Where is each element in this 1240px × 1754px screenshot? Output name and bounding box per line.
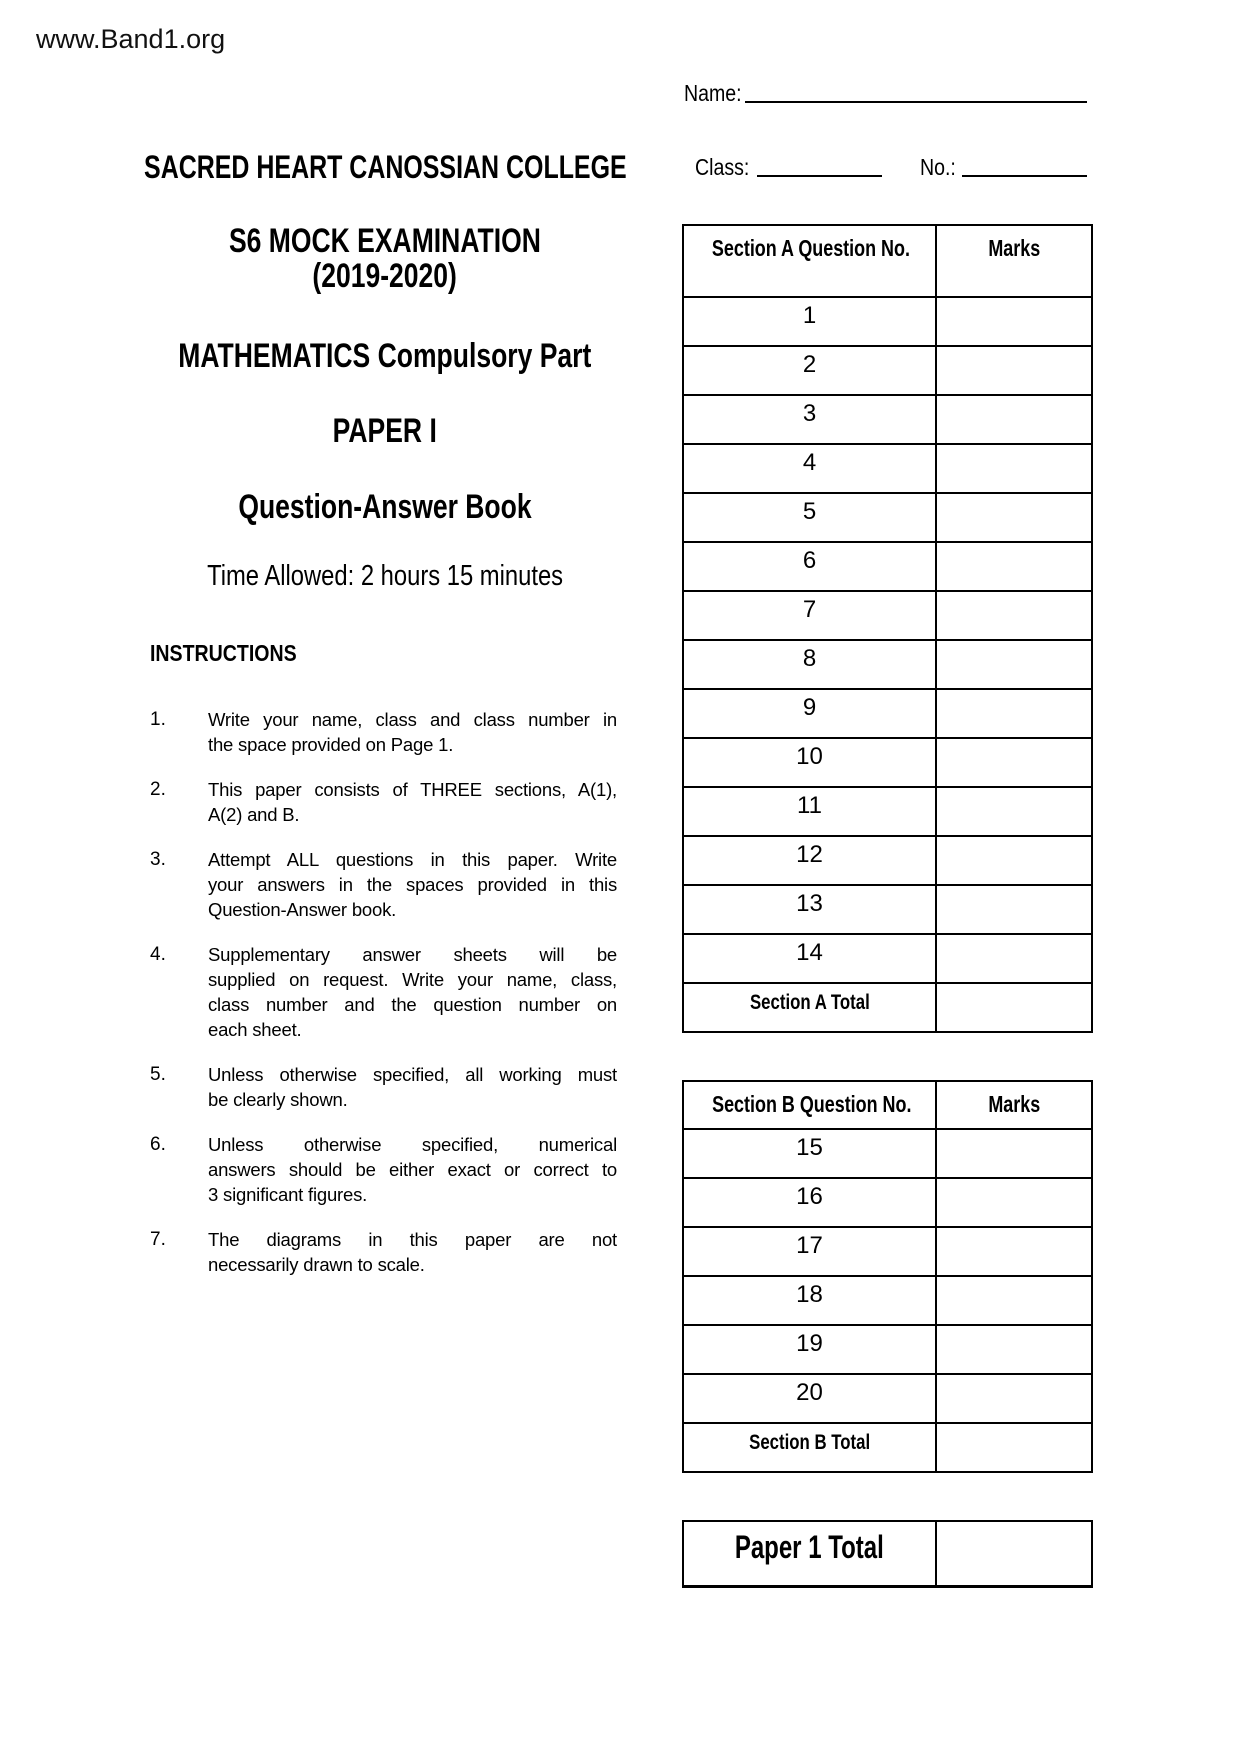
marks-cell [937,1375,1091,1422]
marks-cell [937,1130,1091,1177]
table-header-row [684,226,1091,296]
question-row [684,688,1091,737]
marks-header-cell: Marks [988,235,1040,261]
instruction-line: Write your name, class and class number in [208,709,617,730]
marks-cell [937,641,1091,688]
instruction-line: be clearly shown. [208,1089,348,1110]
question-number-cell: 15 [684,1130,937,1177]
instruction-line: class number and the question number on [208,994,617,1015]
question-row [684,590,1091,639]
marks-cell [937,837,1091,884]
instruction-number: 3. [150,849,166,870]
question-row [684,1373,1091,1422]
instruction-item [150,1227,617,1277]
marks-cell [937,445,1091,492]
question-number-cell: 4 [684,445,937,492]
instruction-item [150,1062,617,1112]
instruction-number: 1. [150,709,166,730]
section-a-total-marks-cell [937,984,1091,1031]
instruction-item [150,942,617,1042]
marks-cell [937,935,1091,982]
question-number-cell: 5 [684,494,937,541]
marks-cell [937,886,1091,933]
name-fill-line [745,85,1087,103]
marks-cell [937,1326,1091,1373]
instructions-list [150,707,617,1297]
marks-cell [937,298,1091,345]
question-row [684,737,1091,786]
instruction-number: 4. [150,944,166,965]
question-row [684,1128,1091,1177]
question-number-cell: 13 [684,886,937,933]
instruction-number: 5. [150,1064,166,1085]
instruction-line: supplied on request. Write your name, class, [208,969,617,990]
section-b-total-row [684,1422,1091,1471]
question-number-cell: 7 [684,592,937,639]
question-row [684,1324,1091,1373]
question-row [684,786,1091,835]
instruction-line: The diagrams in this paper are not [208,1229,617,1250]
question-number-cell: 17 [684,1228,937,1275]
school-name: SACRED HEART CANOSSIAN COLLEGE [143,149,627,185]
section-a-total-row [684,982,1091,1031]
question-row [684,835,1091,884]
question-number-cell: 20 [684,1375,937,1422]
marks-cell [937,690,1091,737]
instruction-line: Unless otherwise specified, all working must [208,1064,617,1085]
marks-cell [937,543,1091,590]
instruction-number: 6. [150,1134,166,1155]
question-row [684,933,1091,982]
marks-header-cell: Marks [988,1091,1040,1117]
exam-title: S6 MOCK EXAMINATION [229,222,541,260]
marks-cell [937,1277,1091,1324]
paper-total-label: Paper 1 Total [684,1522,937,1585]
section-a-total-label: Section A Total [684,984,937,1031]
marks-cell [937,788,1091,835]
question-row [684,884,1091,933]
instruction-item [150,847,617,922]
no-fill-line [962,159,1087,177]
marks-cell [937,347,1091,394]
instruction-line: answers should be either exact or correct to [208,1159,617,1180]
instructions-heading: INSTRUCTIONS [150,640,297,666]
marks-cell [937,739,1091,786]
marks-cell [937,592,1091,639]
question-number-cell: 8 [684,641,937,688]
table-header-row [684,1082,1091,1128]
instruction-line: 3 significant figures. [208,1184,368,1205]
question-number-cell: 6 [684,543,937,590]
question-number-cell: 10 [684,739,937,786]
instruction-line: Unless otherwise specified, numerical [208,1134,617,1155]
class-label: Class: [695,154,750,180]
instruction-item [150,707,617,757]
no-label: No.: [920,154,956,180]
question-number-cell: 3 [684,396,937,443]
question-row [684,296,1091,345]
instruction-number: 2. [150,779,166,800]
question-number-cell: 2 [684,347,937,394]
instruction-item [150,777,617,827]
section-a-header-cell: Section A Question No. [684,226,937,296]
question-row [684,345,1091,394]
exam-year: (2019-2020) [312,257,458,295]
instruction-number: 7. [150,1229,166,1250]
question-row [684,541,1091,590]
question-number-cell: 18 [684,1277,937,1324]
instruction-line: Supplementary answer sheets will be [208,944,617,965]
question-row [684,492,1091,541]
instruction-line: This paper consists of THREE sections, A(1), [208,779,617,800]
marks-cell [937,494,1091,541]
marks-cell [937,396,1091,443]
instruction-item [150,1132,617,1207]
question-number-cell: 16 [684,1179,937,1226]
question-number-cell: 1 [684,298,937,345]
paper-total-box [682,1520,1093,1588]
book-type: Question-Answer Book [238,488,532,526]
section-b-marks-table [682,1080,1093,1473]
section-b-total-label: Section B Total [684,1424,937,1471]
time-allowed: Time Allowed: 2 hours 15 minutes [206,560,563,592]
subject-title: MATHEMATICS Compulsory Part [178,337,592,375]
instruction-line: A(2) and B. [208,804,300,825]
name-label: Name: [684,80,742,106]
question-row [684,1177,1091,1226]
question-row [684,639,1091,688]
instruction-line: the space provided on Page 1. [208,734,454,755]
section-b-header-cell: Section B Question No. [684,1082,937,1128]
marks-cell [937,1228,1091,1275]
paper-total-marks-cell [937,1522,1091,1585]
question-row [684,443,1091,492]
class-fill-line [757,159,882,177]
question-number-cell: 11 [684,788,937,835]
question-row [684,1275,1091,1324]
instruction-line: Question-Answer book. [208,899,397,920]
paper-number: PAPER I [332,412,438,450]
watermark-link: www.Band1.org [36,24,226,54]
question-row [684,1226,1091,1275]
question-row [684,394,1091,443]
question-number-cell: 19 [684,1326,937,1373]
marks-cell [937,1179,1091,1226]
question-number-cell: 9 [684,690,937,737]
instruction-line: your answers in the spaces provided in this [208,874,617,895]
section-a-marks-table [682,224,1093,1033]
section-b-total-marks-cell [937,1424,1091,1471]
question-number-cell: 12 [684,837,937,884]
instruction-line: Attempt ALL questions in this paper. Write [208,849,617,870]
instruction-line: necessarily drawn to scale. [208,1254,425,1275]
question-number-cell: 14 [684,935,937,982]
instruction-line: each sheet. [208,1019,302,1040]
